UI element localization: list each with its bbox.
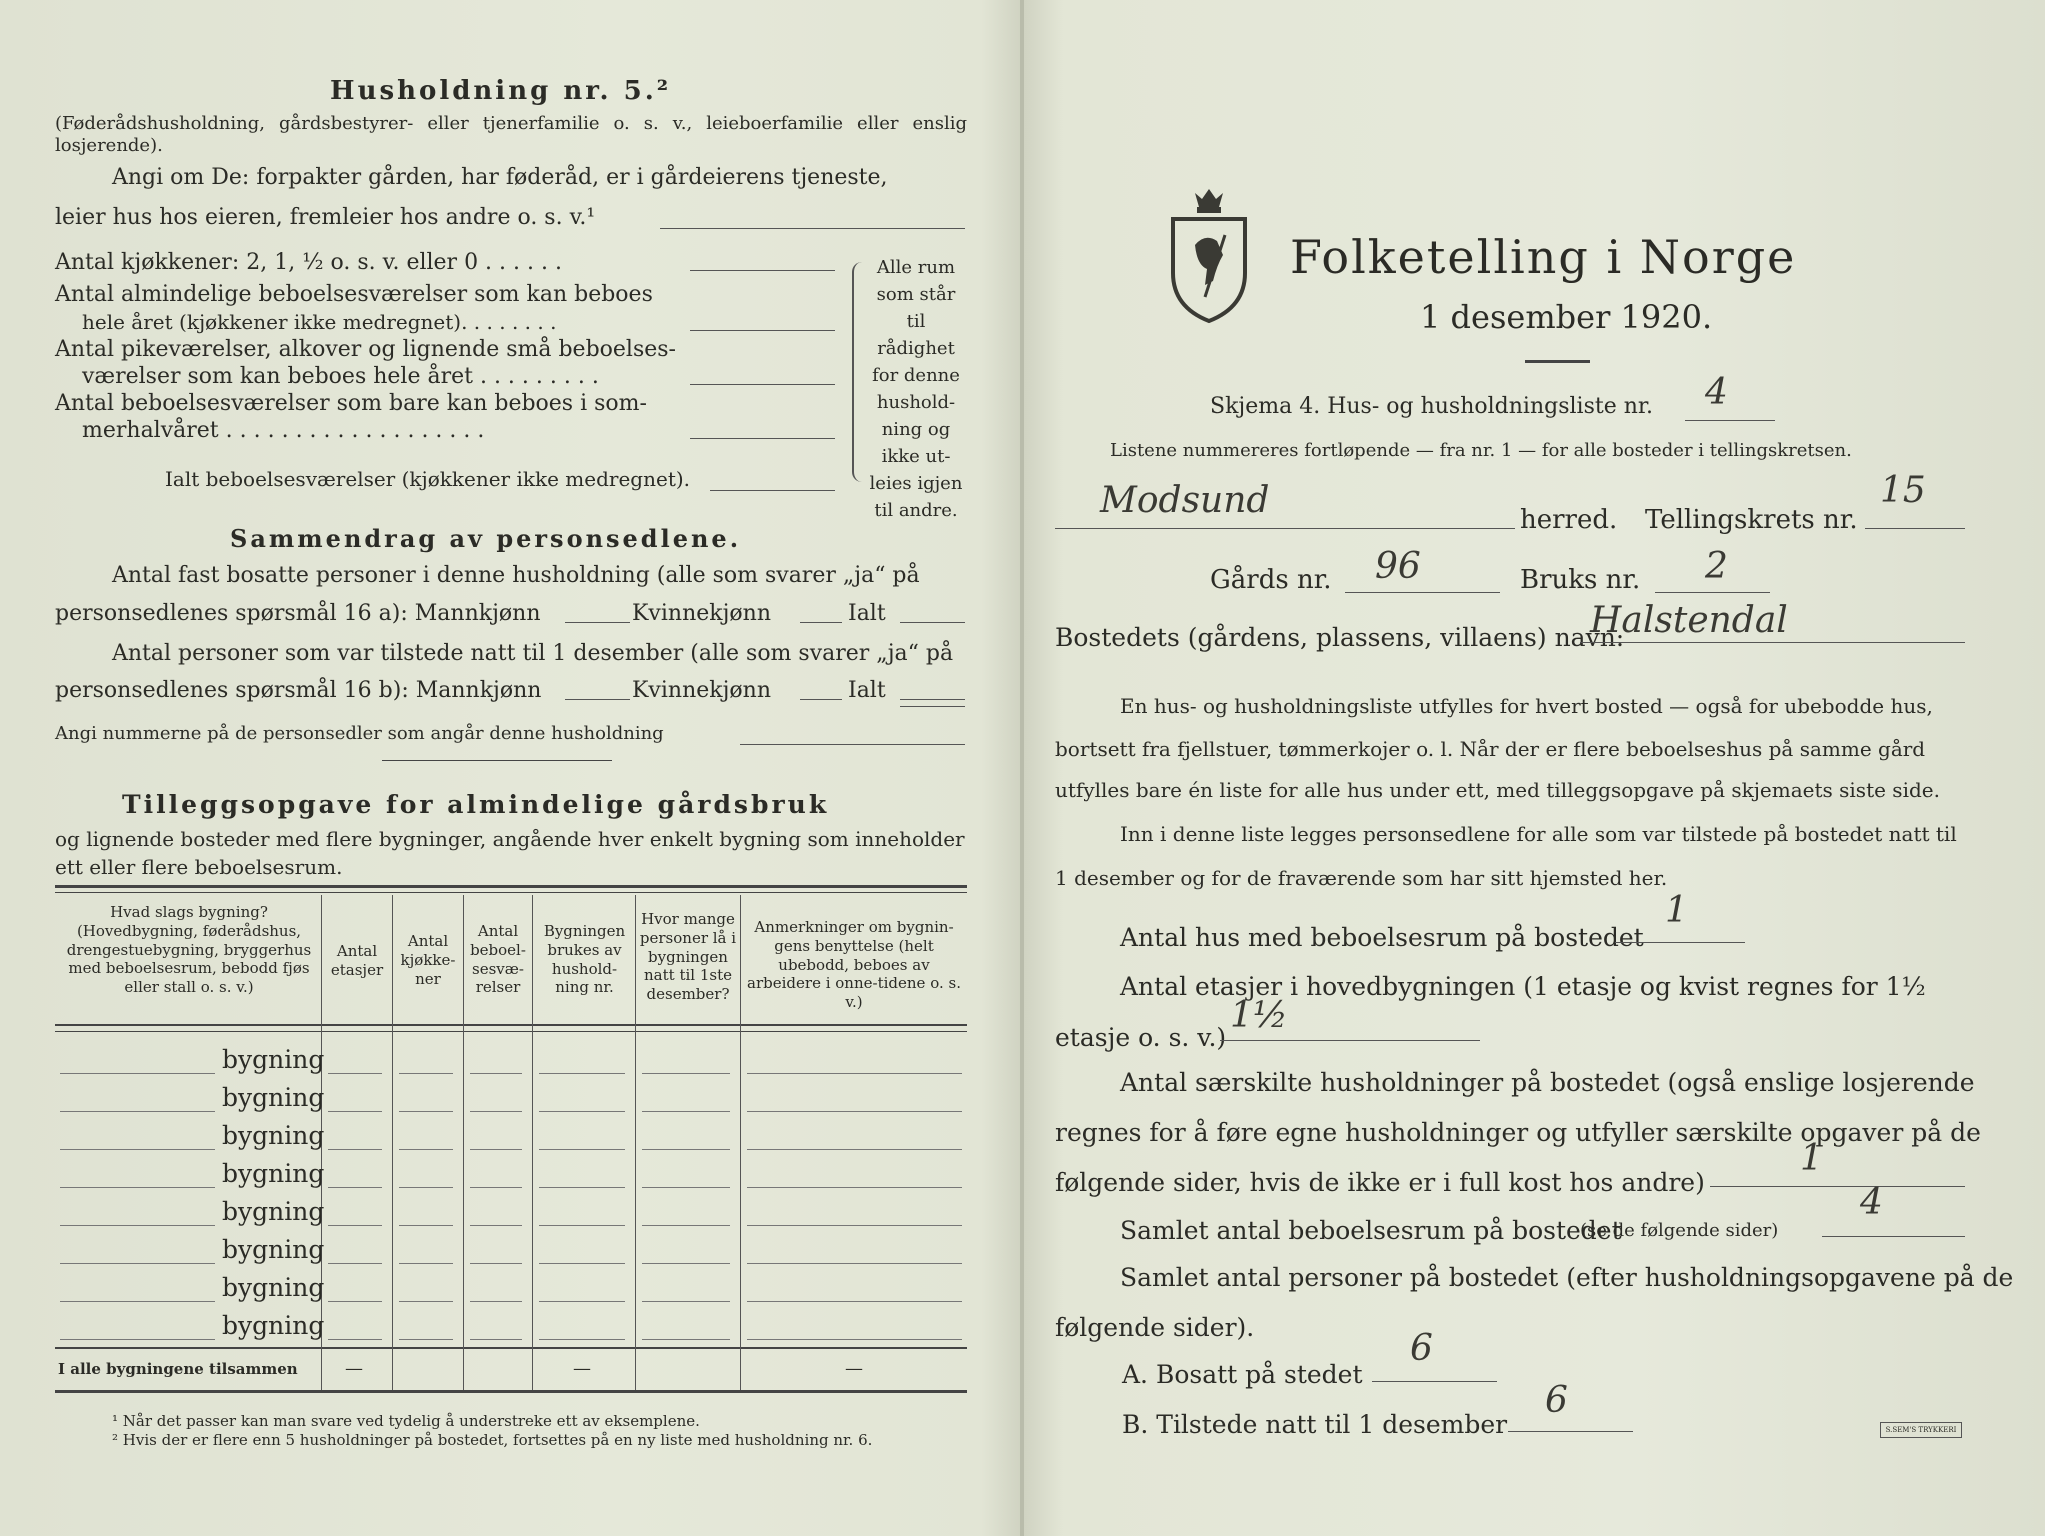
row-fill-line [60,1111,215,1112]
section-divider [382,760,612,761]
row-cell-line [747,1339,962,1340]
row-cell-line [747,1111,962,1112]
row-cell-line [539,1263,625,1264]
row-fill-line [60,1301,215,1302]
angi-line-2: leier hus hos eieren, fremleier hos andre o. s. v.¹ [55,205,596,230]
hush-line-1: Antal særskilte husholdninger på bostedet (også enslige losjerende [1120,1068,1975,1097]
side-note-line: ikke ut- [881,446,951,467]
side-note-line: ning og [881,419,951,440]
q-almindelige-line [690,330,835,331]
summary-1-mann-line [565,622,630,623]
hush-line-3: følgende sider, hvis de ikke er i full kost hos andre) [1055,1168,1705,1197]
hus-line [1615,942,1745,943]
bosted-line [1580,642,1965,643]
side-note-line: rådighet [877,338,955,359]
side-note-line: hushold- [876,392,956,413]
tellingskrets-label: Tellingskrets nr. [1645,505,1858,535]
pers-line-2: følgende sider). [1055,1313,1255,1342]
title-rule [1525,360,1590,363]
side-brace [852,262,866,482]
rum-answer-line [1822,1236,1965,1237]
bosatt-line [1372,1381,1497,1382]
summary-1-kvinne-line [800,622,842,623]
row-cell-line [328,1339,382,1340]
row-cell-line [399,1301,453,1302]
tillegg-text-2: ett eller flere beboelsesrum. [55,855,343,879]
hush-value: 1 [1800,1138,1823,1179]
summary-2-ialt-line [900,699,965,700]
total-label: I alle bygningene tilsammen [58,1360,298,1378]
row-cell-line [470,1111,522,1112]
row-cell-line [539,1301,625,1302]
row-cell-line [470,1225,522,1226]
side-note-line: som står til [876,284,956,332]
bruks-line [1655,592,1770,593]
herred-value: Modsund [1100,480,1270,521]
q-almindelige-a: Antal almindelige beboelsesværelser som kan beboes [55,282,653,307]
summary-2-ialt-line-2 [900,706,965,707]
bosted-value: Halstendal [1590,600,1788,641]
row-cell-line [399,1225,453,1226]
row-label-bygning: bygning [222,1273,325,1302]
row-cell-line [470,1073,522,1074]
row-cell-line [328,1187,382,1188]
row-fill-line [60,1149,215,1150]
row-cell-line [747,1073,962,1074]
table-header-beboelsesvaerelser: Antal beboel-sesvæ-relser [470,922,526,997]
page-fold [1020,0,1024,1536]
row-cell-line [328,1301,382,1302]
etasjer-line-2: etasje o. s. v.) [1055,1023,1227,1052]
row-cell-line [539,1149,625,1150]
skjema-number-line [1685,420,1775,421]
table-header-etasjer: Antal etasjer [330,942,384,979]
row-cell-line [539,1073,625,1074]
summary-1-ialt-line [900,622,965,623]
row-label-bygning: bygning [222,1045,325,1074]
row-cell-line [470,1263,522,1264]
summary-2b: personsedlenes spørsmål 16 b): Mannkjønn [55,678,542,703]
row-cell-line [642,1225,730,1226]
side-note-line: for denne [872,365,960,386]
angi-line-1: Angi om De: forpakter gården, har føderåd, er i gårdeierens tjeneste, [112,165,888,190]
total-dash: — [845,1358,863,1379]
bosatt-label: A. Bosatt på stedet [1122,1360,1363,1389]
row-label-bygning: bygning [222,1121,325,1150]
row-cell-line [399,1111,453,1112]
numbering-note: Listene nummereres fortløpende — fra nr. 1 — for alle bosteder i tellingskretsen. [1110,440,1852,461]
row-cell-line [399,1073,453,1074]
side-note-line: til andre. [874,500,958,521]
summary-2a: Antal personer som var tilstede natt til 1 desember (alle som svarer „ja“ på [112,641,954,666]
table-col-divider [392,895,393,1390]
table-header-kjokkener: Antal kjøkke-ner [400,932,456,988]
gards-label: Gårds nr. [1210,565,1332,595]
row-cell-line [642,1073,730,1074]
table-total-rule [55,1347,967,1349]
row-cell-line [747,1225,962,1226]
table-col-divider [463,895,464,1390]
row-cell-line [642,1301,730,1302]
row-cell-line [399,1339,453,1340]
table-header-rule-2 [55,1031,967,1032]
summary-2-mann-line [565,699,630,700]
row-cell-line [642,1339,730,1340]
row-cell-line [470,1149,522,1150]
q-pike-b: værelser som kan beboes hele året . . . . . . . . . [82,364,599,389]
bosted-label: Bostedets (gårdens, plassens, villaens) navn: [1055,623,1625,652]
printer-stamp: S.SEM'S TRYKKERI [1880,1422,1962,1438]
gards-line [1345,592,1500,593]
row-label-bygning: bygning [222,1159,325,1188]
q-almindelige-b: hele året (kjøkkener ikke medregnet). . . . . . . . [82,310,557,334]
hus-value: 1 [1665,890,1688,931]
rum-label: Samlet antal beboelsesrum på bostedet [1120,1216,1622,1245]
row-cell-line [470,1187,522,1188]
table-top-rule [55,885,967,888]
side-note [866,254,966,524]
row-cell-line [399,1263,453,1264]
row-label-bygning: bygning [222,1083,325,1112]
household-subtitle: (Føderådshusholdning, gårdsbestyrer- eller tjenerfamilie o. s. v., leieboerfamilie eller enslig losjerende). [55,113,967,156]
row-cell-line [539,1187,625,1188]
row-label-bygning: bygning [222,1197,325,1226]
table-col-divider [740,895,741,1390]
row-fill-line [60,1187,215,1188]
row-cell-line [328,1073,382,1074]
tilstede-label: B. Tilstede natt til 1 desember [1122,1410,1508,1439]
row-cell-line [399,1187,453,1188]
instruction-4: Inn i denne liste legges personsedlene for alle som var tilstede på bostedet natt til [1120,822,1957,846]
tellingskrets-value: 15 [1880,470,1926,511]
side-note-line: Alle rum [876,257,956,278]
row-label-bygning: bygning [222,1311,325,1340]
row-cell-line [470,1301,522,1302]
footnote-2: ² Hvis der er flere enn 5 husholdninger på bostedet, fortsettes på en ny liste med husholdning nr. 6. [112,1431,873,1449]
total-dash: — [345,1358,363,1379]
household-heading: Husholdning nr. 5.² [330,76,672,106]
q-sommer-b: merhalvåret . . . . . . . . . . . . . . . . . . . [82,418,485,443]
instruction-5: 1 desember og for de fraværende som har sitt hjemsted her. [1055,866,1668,890]
instruction-2: bortsett fra fjellstuer, tømmerkojer o. l. Når der er flere beboelseshus på samme gård [1055,737,1926,761]
skjema-label: Skjema 4. Hus- og husholdningsliste nr. [1210,394,1653,419]
row-cell-line [539,1111,625,1112]
row-cell-line [328,1111,382,1112]
census-title: Folketelling i Norge [1290,230,1797,284]
bruks-label: Bruks nr. [1520,565,1641,595]
total-dash: — [573,1358,591,1379]
summary-1b: personsedlenes spørsmål 16 a): Mannkjønn [55,601,541,626]
q-kjokkener-line [690,270,835,271]
row-label-bygning: bygning [222,1235,325,1264]
table-col-divider [532,895,533,1390]
row-cell-line [642,1149,730,1150]
summary-heading: Sammendrag av personsedlene. [230,524,742,553]
skjema-number: 4 [1705,372,1728,413]
etasjer-line-1: Antal etasjer i hovedbygningen (1 etasje og kvist regnes for 1½ [1120,972,1926,1001]
bosatt-value: 6 [1410,1328,1433,1369]
q-ialt: Ialt beboelsesværelser (kjøkkener ikke medregnet). [165,467,691,491]
herred-line [1055,528,1515,529]
row-cell-line [747,1263,962,1264]
summary-2-kvinne: Kvinnekjønn [632,678,771,703]
summary-1-ialt: Ialt [848,601,886,626]
row-fill-line [60,1225,215,1226]
side-note-line: leies igjen [869,473,963,494]
row-fill-line [60,1073,215,1074]
table-bottom-rule [55,1390,967,1393]
norway-coat-of-arms-icon [1165,185,1253,325]
pers-line-1: Samlet antal personer på bostedet (efter husholdningsopgavene på de [1120,1263,2014,1292]
summary-2-ialt: Ialt [848,678,886,703]
instruction-3: utfylles bare én liste for alle hus under ett, med tilleggsopgave på skjemaets siste side. [1055,778,1940,802]
rum-note: (se de følgende sider) [1580,1220,1779,1241]
footnote-1: ¹ Når det passer kan man svare ved tydelig å understreke ett av eksemplene. [112,1412,700,1430]
herred-label: herred. [1520,505,1618,535]
row-cell-line [642,1187,730,1188]
row-fill-line [60,1339,215,1340]
row-cell-line [747,1187,962,1188]
table-top-rule-2 [55,892,967,893]
q-ialt-line [710,490,835,491]
table-col-divider [635,895,636,1390]
row-cell-line [747,1149,962,1150]
summary-1-kvinne: Kvinnekjønn [632,601,771,626]
row-cell-line [642,1263,730,1264]
hush-line-2: regnes for å føre egne husholdninger og utfyller særskilte opgaver på de [1055,1118,1981,1147]
gards-value: 96 [1375,546,1421,587]
row-cell-line [642,1111,730,1112]
summary-1a: Antal fast bosatte personer i denne husholdning (alle som svarer „ja“ på [112,563,920,588]
row-cell-line [470,1339,522,1340]
table-header-anmerkninger: Anmerkninger om bygnin-gens benyttelse (helt ubebodd, beboes av arbeidere i onne-tidene o. s. v.) [747,918,961,1011]
q-kjokkener: Antal kjøkkener: 2, 1, ½ o. s. v. eller 0 . . . . . . [55,250,562,275]
row-cell-line [399,1149,453,1150]
hush-answer-line [1710,1186,1965,1187]
q-sommer-a: Antal beboelsesværelser som bare kan beboes i som- [55,391,647,416]
angi-answer-line [660,228,965,229]
q-pike-line [690,384,835,385]
q-sommer-line [690,438,835,439]
row-cell-line [328,1263,382,1264]
table-header-bygning: Hvad slags bygning? (Hovedbygning, føderådshus, drengestuebygning, bryggerhus med beboelsesrum, bebodd fjøs eller stall o. s. v.) [66,903,312,996]
bruks-value: 2 [1705,546,1728,587]
angi-nummer-line [740,744,965,745]
row-cell-line [328,1225,382,1226]
tellingskrets-line [1865,528,1965,529]
row-cell-line [328,1149,382,1150]
table-header-husholdning: Bygningen brukes av hushold-ning nr. [543,922,626,997]
census-date: 1 desember 1920. [1420,298,1713,336]
row-cell-line [539,1339,625,1340]
row-cell-line [747,1301,962,1302]
row-cell-line [539,1225,625,1226]
summary-2-kvinne-line [800,699,842,700]
tillegg-text-1: og lignende bosteder med flere bygninger, angående hver enkelt bygning som inneholder [55,827,965,851]
tillegg-heading: Tilleggsopgave for almindelige gårdsbruk [122,790,830,819]
table-header-rule [55,1024,967,1026]
rum-value: 4 [1860,1182,1883,1223]
hus-label: Antal hus med beboelsesrum på bostedet [1120,923,1644,952]
tilstede-line [1508,1431,1633,1432]
q-pike-a: Antal pikeværelser, alkover og lignende små beboelses- [55,337,676,362]
row-fill-line [60,1263,215,1264]
etasjer-answer-line [1220,1040,1480,1041]
tilstede-value: 6 [1545,1380,1568,1421]
instruction-1: En hus- og husholdningsliste utfylles for hvert bosted — også for ubebodde hus, [1120,694,1933,718]
table-header-personer: Hvor mange personer lå i bygningen natt til 1ste desember? [639,910,737,1003]
angi-nummer: Angi nummerne på de personsedler som angår denne husholdning [55,723,664,744]
etasjer-value: 1½ [1230,995,1288,1036]
